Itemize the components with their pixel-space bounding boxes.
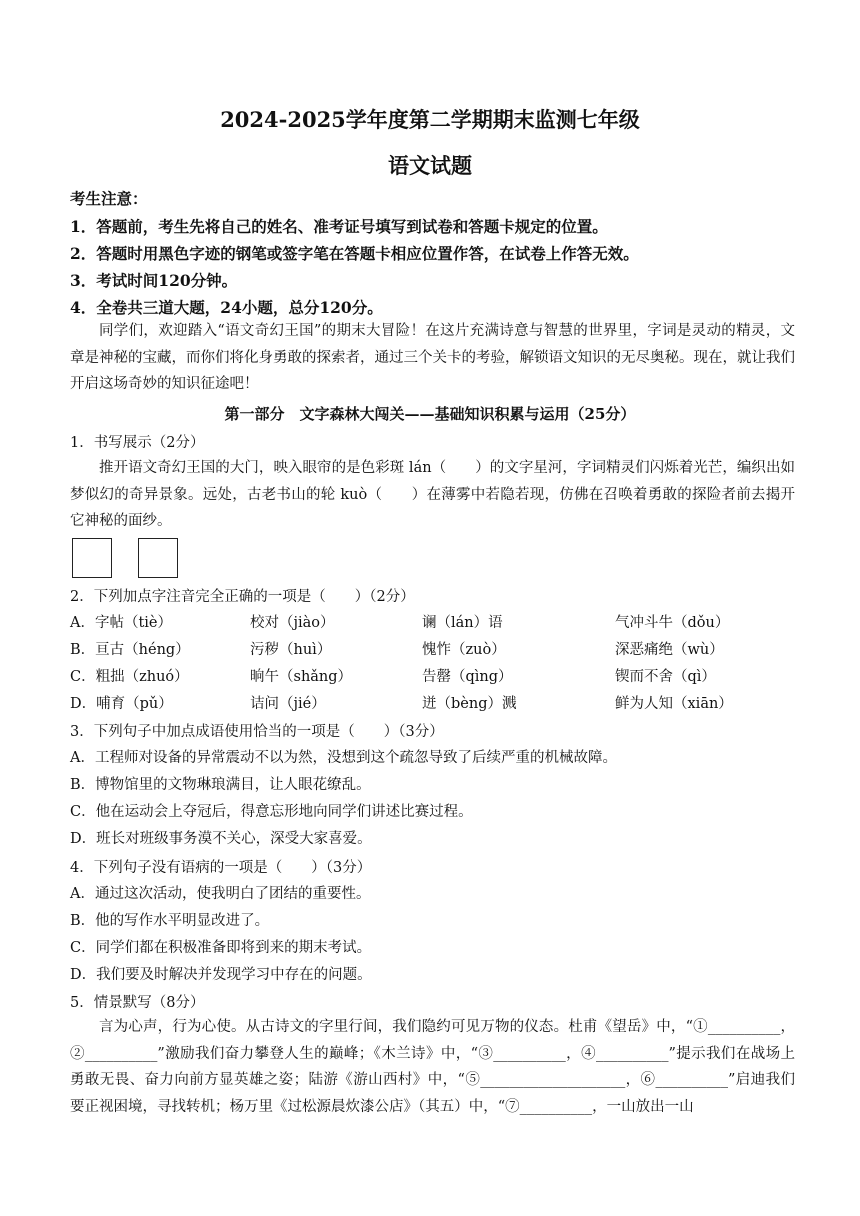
notice-item: 1．答题前，考生先将自己的姓名、准考证号填写到试卷和答题卡规定的位置。 [70,217,608,236]
notice-item: 2．答题时用黑色字迹的钢笔或签字笔在答题卡相应位置作答，在试卷上作答无效。 [70,244,639,263]
question-1-text: 推开语文奇幻王国的大门，映入眼帘的是色彩斑 lán（ ）的文字星河，字词精灵们闪烁着光芒，编织出如梦似幻的奇异景象。远处，古老书山的轮 kuò（ ）在薄雾中若隐若现，仿佛在召唤着勇敢的探险者前去揭开它神秘的面纱。 [70,460,795,529]
question-4-option: B．他的写作水平明显改进了。 [70,913,270,929]
option-item: 晌午（shǎng） [250,669,353,685]
question-3-option: A．工程师对设备的异常震动不以为然，没想到这个疏忽导致了后续严重的机械故障。 [70,750,617,766]
option-item: 校对（jiào） [250,615,335,631]
option-item: 深恶痛绝（wù） [615,642,724,658]
option-item: A．字帖（tiè） [70,615,173,631]
question-3-stem: 3．下列句子中加点成语使用恰当的一项是（ ）（3分） [70,724,444,740]
question-3-option: B．博物馆里的文物琳琅满目，让人眼花缭乱。 [70,777,371,793]
question-2-row [70,665,795,686]
option-item: 鲜为人知（xiān） [615,696,733,712]
question-3-option: D．班长对班级事务漠不关心，深受大家喜爱。 [70,831,372,847]
exam-title: 2024-2025学年度第二学期期末监测七年级 [220,107,640,132]
option-item: C．粗拙（zhuó） [70,669,189,685]
option-item: 诘问（jié） [250,696,326,712]
exam-subtitle: 语文试题 [388,153,472,178]
question-5-stem: 5．情景默写（8分） [70,995,205,1011]
option-item: 污秽（huì） [250,642,332,658]
question-2-row [70,692,795,713]
section-heading: 第一部分 文字森林大闯关——基础知识积累与运用（25分） [224,405,636,423]
option-item: 愧怍（zuò） [422,642,506,658]
question-4-stem: 4．下列句子没有语病的一项是（ ）（3分） [70,860,372,876]
option-item: 气冲斗牛（dǒu） [615,615,730,631]
option-item: 告罄（qìng） [422,669,513,685]
question-3-option: C．他在运动会上夺冠后，得意忘形地向同学们讲述比赛过程。 [70,804,473,820]
writing-box[interactable] [138,538,178,578]
question-2-row [70,638,795,659]
notice-item: 3．考试时间120分钟。 [70,271,238,290]
question-4-option: A．通过这次活动，使我明白了团结的重要性。 [70,886,371,902]
option-item: B．亘古（héng） [70,642,190,658]
question-4-option: D．我们要及时解决并发现学习中存在的问题。 [70,967,372,983]
question-1-stem: 1．书写展示（2分） [70,435,205,451]
intro-paragraph: 同学们，欢迎踏入“语文奇幻王国”的期末大冒险！在这片充满诗意与智慧的世界里，字词是灵动的精灵，文章是神秘的宝藏，而你们将化身勇敢的探索者，通过三个关卡的考验，解锁语文知识的无尽奥秘。现在，就让我们开启这场奇妙的知识征途吧！ [70,323,795,392]
option-item: 迸（bèng）溅 [422,696,517,712]
option-item: D．哺育（pǔ） [70,696,173,712]
notice-heading: 考生注意： [70,189,148,208]
question-2-row [70,611,795,632]
notice-item: 4．全卷共三道大题，24小题，总分120分。 [70,298,383,317]
question-5-text: 言为心声，行为心使。从古诗文的字里行间，我们隐约可见万物的仪态。杜甫《望岳》中，“①__________，②__________”激励我们奋力攀登人生的巅峰；《木兰诗》中，“③__________，④__________”提示我们在战场上勇敢无畏、奋力向前方显英雄之姿；陆游《游山西村》中，“⑤____________________，⑥__________”启迪我们要正视困境，寻找转机；杨万里《过松源晨炊漆公店》（其五）中，“⑦__________，一山放出一山 [70,1019,795,1115]
question-4-option: C．同学们都在积极准备即将到来的期末考试。 [70,940,372,956]
question-2-stem: 2．下列加点字注音完全正确的一项是（ ）（2分） [70,589,415,605]
writing-box[interactable] [72,538,112,578]
option-item: 谰（lán）语 [422,615,503,631]
option-item: 锲而不舍（qì） [615,669,716,685]
